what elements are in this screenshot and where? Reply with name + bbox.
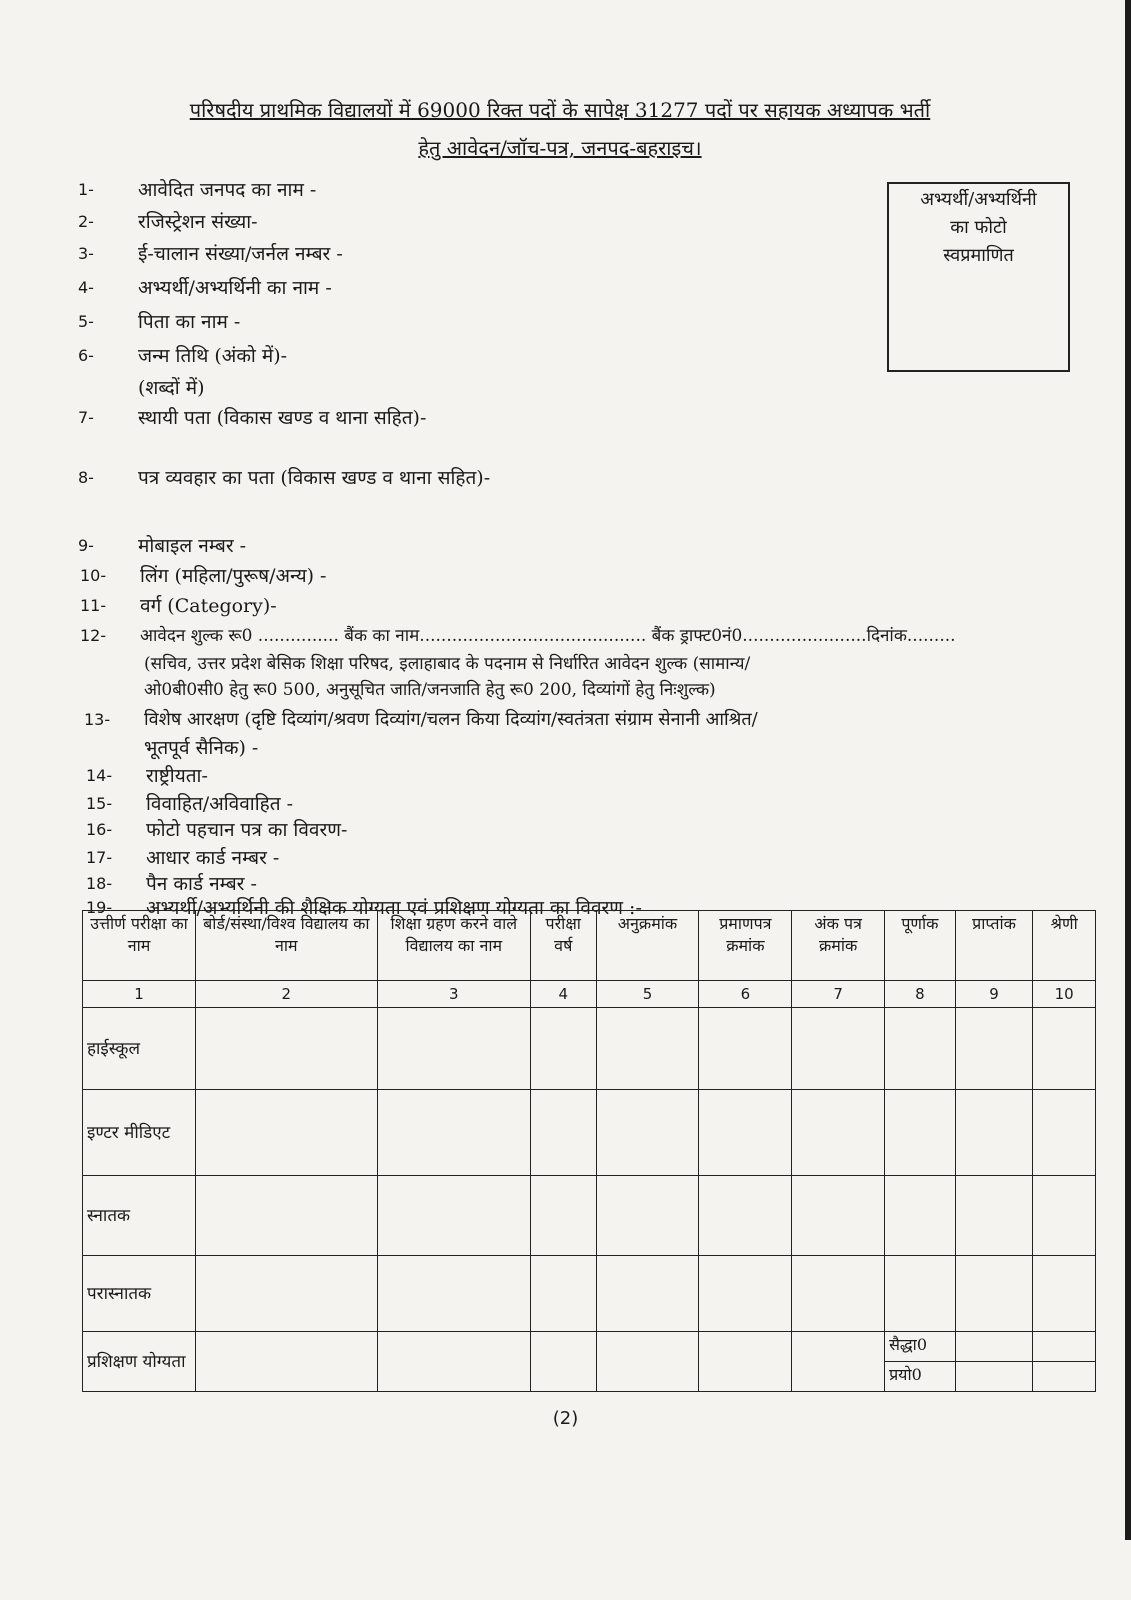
cell[interactable] bbox=[885, 1090, 956, 1176]
cell[interactable] bbox=[955, 1008, 1033, 1090]
item-label: विशेष आरक्षण (दृष्टि दिव्यांग/श्रवण दिव्यांग/चलन किया दिव्यांग/स्वतंत्रता संग्राम सेनानी आश्रित/ bbox=[144, 709, 758, 730]
col-number: 6 bbox=[699, 981, 792, 1008]
form-title-line2: हेतु आवेदन/जॉच-पत्र, जनपद-बहराइच। bbox=[418, 136, 702, 160]
item-label: (शब्दों में) bbox=[138, 377, 205, 399]
item-number: 9- bbox=[78, 536, 94, 555]
table-row bbox=[83, 1256, 1096, 1332]
item-label: लिंग (महिला/पुरूष/अन्य) - bbox=[140, 565, 327, 587]
cell[interactable] bbox=[596, 1008, 699, 1090]
table-header-row bbox=[83, 911, 1096, 981]
cell[interactable] bbox=[530, 1256, 596, 1332]
item-label: पत्र व्यवहार का पता (विकास खण्ड व थाना सहित)- bbox=[138, 467, 491, 489]
cell[interactable] bbox=[1033, 1176, 1096, 1256]
item-label: विवाहित/अविवाहित - bbox=[146, 793, 293, 815]
item-label: आवेदन शुल्क रू0 ............... बैंक का नाम.......................................... बैंक ड्राफ्ट0नं0.......................दिनांक......... bbox=[140, 626, 956, 646]
scan-edge bbox=[1125, 0, 1131, 1540]
row-label-highschool: हाईस्कूल bbox=[83, 1008, 196, 1090]
item-number: 6- bbox=[78, 346, 94, 365]
cell[interactable] bbox=[955, 1332, 1033, 1362]
cell[interactable] bbox=[699, 1090, 792, 1176]
item-label: जन्म तिथि (अंको में)- bbox=[138, 345, 288, 367]
col-number: 5 bbox=[596, 981, 699, 1008]
cell[interactable] bbox=[377, 1256, 530, 1332]
item-label: आधार कार्ड नम्बर - bbox=[146, 847, 280, 869]
row-label-postgraduate: परास्नातक bbox=[83, 1256, 196, 1332]
item-number: 13- bbox=[84, 710, 111, 729]
cell[interactable] bbox=[596, 1090, 699, 1176]
col-number: 3 bbox=[377, 981, 530, 1008]
cell[interactable] bbox=[377, 1008, 530, 1090]
col-number: 7 bbox=[792, 981, 885, 1008]
item-label: पैन कार्ड नम्बर - bbox=[146, 873, 257, 895]
training-practical-label: प्रयो0 bbox=[885, 1362, 956, 1392]
cell[interactable] bbox=[196, 1176, 378, 1256]
item-label: ई-चालान संख्या/जर्नल नम्बर - bbox=[138, 243, 343, 265]
cell[interactable] bbox=[885, 1008, 956, 1090]
table-number-row bbox=[83, 981, 1096, 1008]
header-obtained-marks: प्राप्तांक bbox=[955, 911, 1033, 981]
item-label: रजिस्ट्रेशन संख्या- bbox=[138, 211, 258, 233]
training-theory-label: सैद्धा0 bbox=[885, 1332, 956, 1362]
cell[interactable] bbox=[196, 1332, 378, 1392]
item-number: 12- bbox=[80, 626, 107, 645]
cell[interactable] bbox=[792, 1256, 885, 1332]
row-label-training: प्रशिक्षण योग्यता bbox=[83, 1332, 196, 1392]
col-number: 1 bbox=[83, 981, 196, 1008]
cell[interactable] bbox=[196, 1256, 378, 1332]
cell[interactable] bbox=[530, 1008, 596, 1090]
cell[interactable] bbox=[792, 1090, 885, 1176]
row-label-graduate: स्नातक bbox=[83, 1176, 196, 1256]
item-number: 5- bbox=[78, 312, 94, 331]
cell[interactable] bbox=[1033, 1362, 1096, 1392]
table-row-training-theory bbox=[83, 1332, 1096, 1362]
item-label: स्थायी पता (विकास खण्ड व थाना सहित)- bbox=[138, 407, 427, 429]
item-number: 1- bbox=[78, 180, 94, 199]
cell[interactable] bbox=[196, 1090, 378, 1176]
cell[interactable] bbox=[885, 1176, 956, 1256]
item-number: 8- bbox=[78, 468, 94, 487]
cell[interactable] bbox=[377, 1332, 530, 1392]
cell[interactable] bbox=[596, 1332, 699, 1392]
col-number: 8 bbox=[885, 981, 956, 1008]
item-label: आवेदित जनपद का नाम - bbox=[138, 179, 317, 201]
page-number: (2) bbox=[552, 1408, 579, 1429]
item-number: 3- bbox=[78, 244, 94, 263]
photo-box bbox=[887, 182, 1070, 372]
cell[interactable] bbox=[699, 1256, 792, 1332]
education-table bbox=[82, 910, 1096, 1392]
photo-box-line2: का फोटो bbox=[950, 217, 1007, 238]
header-school: शिक्षा ग्रहण करने वाले विद्यालय का नाम bbox=[377, 911, 530, 981]
item-label: भूतपूर्व सैनिक) - bbox=[144, 737, 259, 759]
cell[interactable] bbox=[955, 1362, 1033, 1392]
cell[interactable] bbox=[377, 1176, 530, 1256]
item-number: 14- bbox=[86, 766, 113, 785]
header-marksheet-number: अंक पत्र क्रमांक bbox=[792, 911, 885, 981]
header-roll-number: अनुक्रमांक bbox=[596, 911, 699, 981]
cell[interactable] bbox=[596, 1176, 699, 1256]
form-title-line1: परिषदीय प्राथमिक विद्यालयों में 69000 रिक्त पदों के सापेक्ष 31277 पदों पर सहायक अध्यापक भर्ती bbox=[189, 98, 931, 122]
item-number: 4- bbox=[78, 278, 94, 297]
item-number: 15- bbox=[86, 794, 113, 813]
photo-box-line3: स्वप्रमाणित bbox=[943, 245, 1014, 266]
photo-box-line1: अभ्यर्थी/अभ्यर्थिनी bbox=[920, 189, 1037, 210]
cell[interactable] bbox=[596, 1256, 699, 1332]
cell[interactable] bbox=[1033, 1008, 1096, 1090]
cell[interactable] bbox=[530, 1176, 596, 1256]
col-number: 9 bbox=[955, 981, 1033, 1008]
header-board: बोर्ड/संस्था/विश्व विद्यालय का नाम bbox=[196, 911, 378, 981]
cell[interactable] bbox=[792, 1332, 885, 1392]
item-number: 10- bbox=[80, 566, 107, 585]
header-exam-name: उत्तीर्ण परीक्षा का नाम bbox=[83, 911, 196, 981]
cell[interactable] bbox=[792, 1008, 885, 1090]
header-max-marks: पूर्णाक bbox=[885, 911, 956, 981]
item-number: 11- bbox=[80, 596, 107, 615]
item-label: पिता का नाम - bbox=[138, 311, 241, 333]
item-number: 2- bbox=[78, 212, 94, 231]
col-number: 10 bbox=[1033, 981, 1096, 1008]
item-number: 7- bbox=[78, 408, 94, 427]
item-number: 18- bbox=[86, 874, 113, 893]
cell[interactable] bbox=[955, 1090, 1033, 1176]
table-row bbox=[83, 1090, 1096, 1176]
cell[interactable] bbox=[530, 1332, 596, 1392]
cell[interactable] bbox=[377, 1090, 530, 1176]
cell[interactable] bbox=[955, 1176, 1033, 1256]
item-label: वर्ग (Category)- bbox=[140, 595, 277, 617]
table-row bbox=[83, 1008, 1096, 1090]
cell[interactable] bbox=[1033, 1256, 1096, 1332]
item-label: (सचिव, उत्तर प्रदेश बेसिक शिक्षा परिषद, इलाहाबाद के पदनाम से निर्धारित आवेदन शुल्क (सामान्य/ bbox=[144, 654, 751, 674]
item-label: अभ्यर्थी/अभ्यर्थिनी का नाम - bbox=[138, 277, 332, 299]
row-label-intermediate: इण्टर मीडिएट bbox=[83, 1090, 196, 1176]
item-label: अभ्यर्थी/अभ्यर्थिनी की शैक्षिक योग्यता एवं प्रशिक्षण योग्यता का विवरण :- bbox=[146, 897, 642, 919]
col-number: 2 bbox=[196, 981, 378, 1008]
item-label: ओ0बी0सी0 हेतु रू0 500, अनुसूचित जाति/जनजाति हेतु रू0 200, दिव्यांगों हेतु निःशुल्क) bbox=[144, 680, 716, 700]
cell[interactable] bbox=[699, 1176, 792, 1256]
cell[interactable] bbox=[792, 1176, 885, 1256]
table-row bbox=[83, 1176, 1096, 1256]
col-number: 4 bbox=[530, 981, 596, 1008]
cell[interactable] bbox=[699, 1332, 792, 1392]
cell[interactable] bbox=[530, 1090, 596, 1176]
header-year: परीक्षा वर्ष bbox=[530, 911, 596, 981]
item-number: 19- bbox=[86, 898, 113, 917]
item-label: मोबाइल नम्बर - bbox=[138, 535, 247, 557]
cell[interactable] bbox=[955, 1256, 1033, 1332]
item-label: राष्ट्रीयता- bbox=[146, 765, 208, 787]
item-label: फोटो पहचान पत्र का विवरण- bbox=[146, 819, 348, 841]
item-number: 16- bbox=[86, 820, 113, 839]
cell[interactable] bbox=[196, 1008, 378, 1090]
cell[interactable] bbox=[885, 1256, 956, 1332]
cell[interactable] bbox=[1033, 1090, 1096, 1176]
item-number: 17- bbox=[86, 848, 113, 867]
cell[interactable] bbox=[1033, 1332, 1096, 1362]
header-division: श्रेणी bbox=[1033, 911, 1096, 981]
cell[interactable] bbox=[699, 1008, 792, 1090]
header-certificate-number: प्रमाणपत्र क्रमांक bbox=[699, 911, 792, 981]
